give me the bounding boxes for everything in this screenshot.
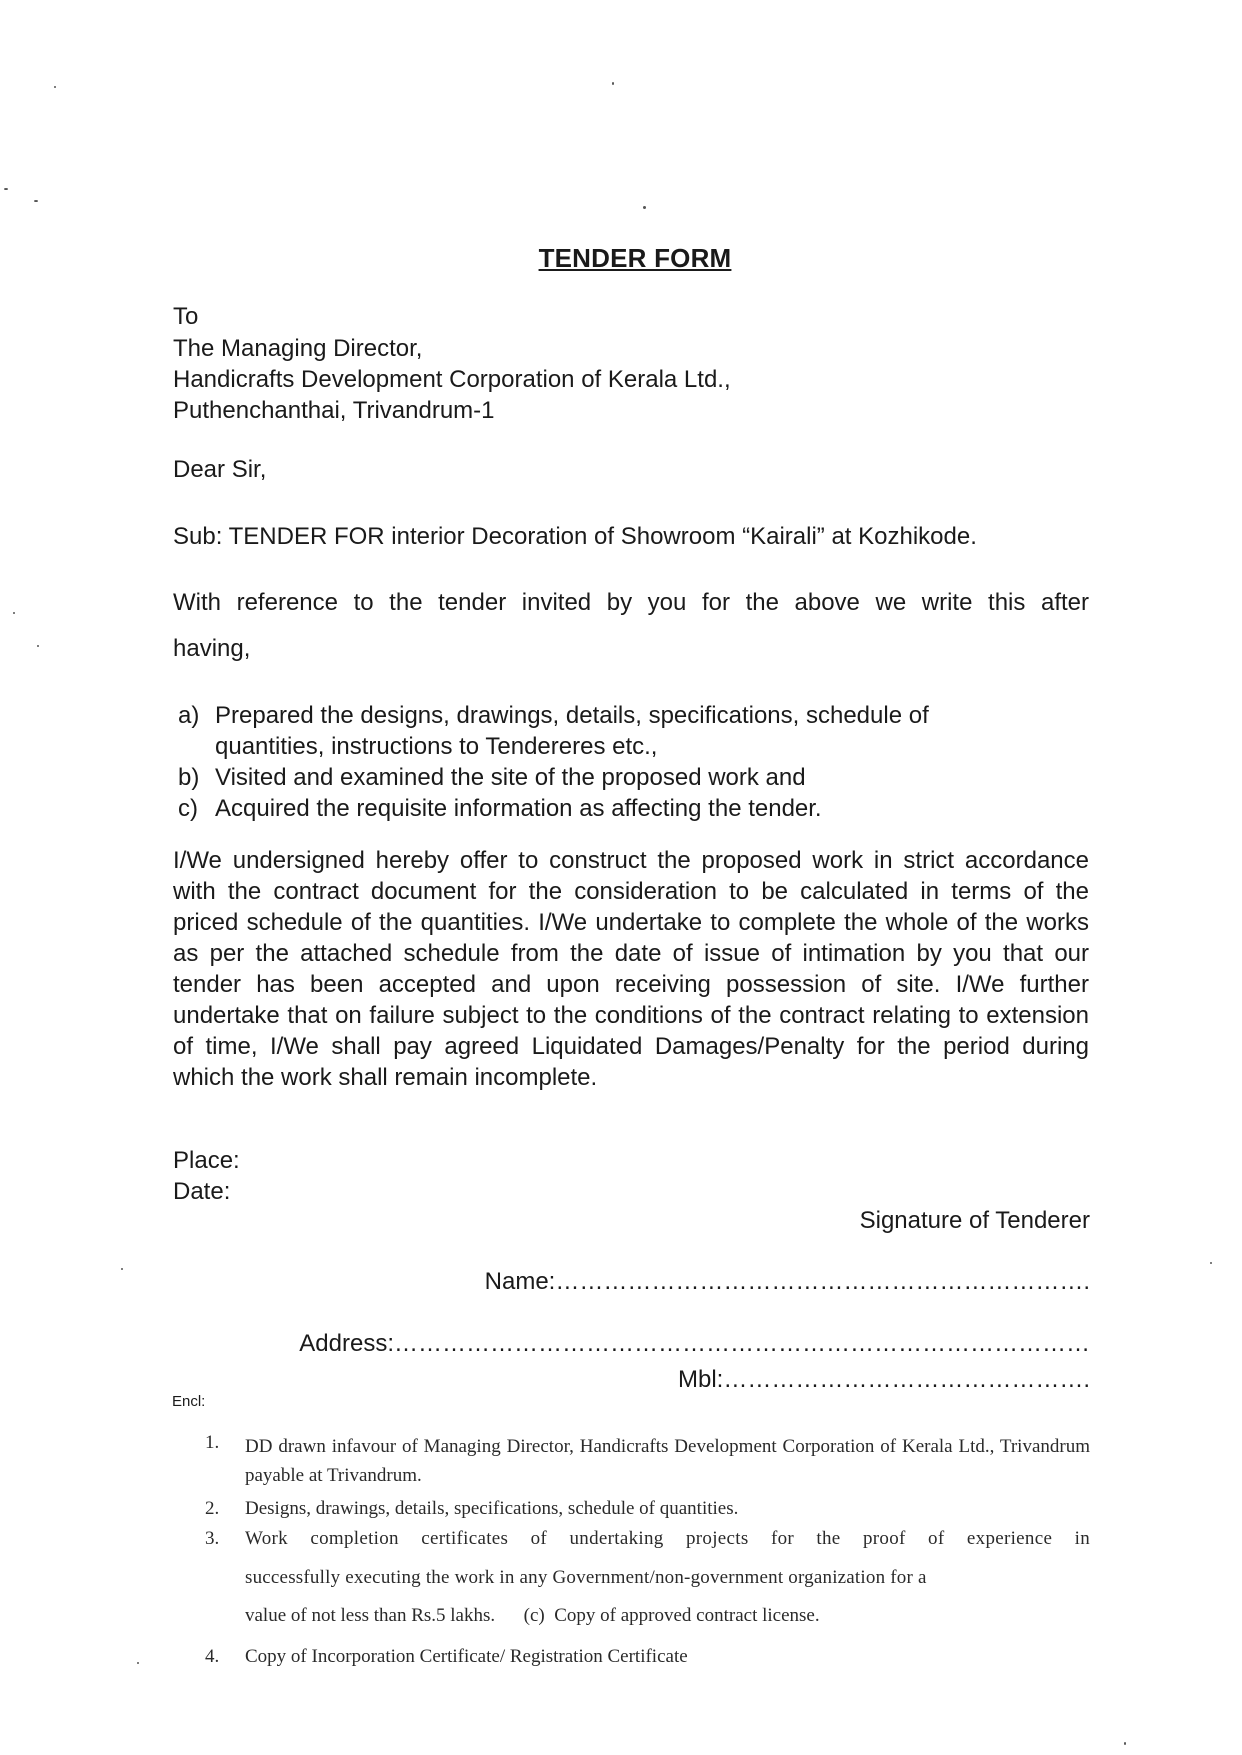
enclosure-number: 4. [205,1646,220,1667]
salutation: Dear Sir, [173,456,267,483]
list-item-a [178,700,929,762]
scan-speck [4,188,8,190]
enclosure-text-line-1: Work completion certificates of undertaking projects for the proof of experience in [245,1528,1090,1549]
scan-speck [1124,1742,1126,1745]
enclosure-list [205,1432,1090,1672]
mobile-field-label: Mbl:………………………………………. [677,1366,1090,1393]
recipient-line-2: Handicrafts Development Corporation of Kerala Ltd., [173,366,731,393]
offer-paragraph: I/We undersigned hereby offer to construct the proposed work in strict accordance with the contract document for the consideration to be calculated in terms of the priced schedule of the quantities. I/We undertake to complete the whole of the works as per the attached schedule from the date of issue of intimation by you that our tender has been accepted and upon receiving possession of site. I/We further undertake that on failure subject to the conditions of the contract relating to extension of time, I/We shall pay agreed Liquidated Damages/Penalty for the period during which the work shall remain incomplete. [173,847,1089,1091]
scan-speck [137,1662,139,1664]
enclosure-text: DD drawn infavour of Managing Director, Handicrafts Development Corporation of Kerala Ltd., Trivandrum payable at Trivandrum. [245,1436,1090,1486]
scan-speck [34,200,38,202]
enclosure-text: Designs, drawings, details, specifications, schedule of quantities. [245,1498,739,1519]
address-field-label: Address:…………………………………………………………………………… [299,1330,1090,1357]
recipient-to: To [173,303,199,330]
list-marker: c) [178,795,198,822]
scan-speck [54,86,56,88]
scan-speck [1210,1262,1212,1264]
subject-line: Sub: TENDER FOR interior Decoration of Showroom “Kairali” at Kozhikode. [173,523,977,550]
enclosure-text-line-3: value of not less than Rs.5 lakhs. (c) Copy of approved contract license. [245,1605,820,1626]
scan-speck [13,612,15,614]
intro-line-1: With reference to the tender invited by you for the above we write this after [173,589,1089,616]
name-field-label: Name:…………………………………………………………. [484,1268,1090,1295]
intro-line-2: having, [173,635,251,662]
scan-speck [643,206,646,209]
recipient-line-1: The Managing Director, [173,335,423,362]
place-label: Place: [173,1147,240,1174]
list-item-text: Prepared the designs, drawings, details, specifications, schedule of [215,702,929,729]
list-item-text-continued: quantities, instructions to Tendereres etc., [215,733,658,760]
list-item-b [178,762,806,793]
page-title: TENDER FORM [538,243,732,273]
list-item-c [178,793,822,824]
recipient-line-3: Puthenchanthai, Trivandrum-1 [173,397,495,424]
list-item-text: Visited and examined the site of the proposed work and [215,764,806,791]
scan-speck [612,82,614,85]
list-marker: b) [178,764,200,791]
scan-speck [121,1268,123,1270]
enclosure-number: 3. [205,1528,220,1549]
enclosure-number: 2. [205,1498,220,1519]
scan-speck [37,645,39,647]
list-marker: a) [178,702,200,729]
enclosure-text-line-2: successfully executing the work in any Government/non-government organization for a [245,1567,927,1588]
list-item-text: Acquired the requisite information as affecting the tender. [215,795,822,822]
enclosure-label: Encl: [172,1393,206,1410]
signature-label: Signature of Tenderer [859,1207,1090,1234]
enclosure-text: Copy of Incorporation Certificate/ Registration Certificate [245,1646,688,1667]
date-label: Date: [173,1178,231,1205]
enclosure-number: 1. [205,1432,220,1453]
